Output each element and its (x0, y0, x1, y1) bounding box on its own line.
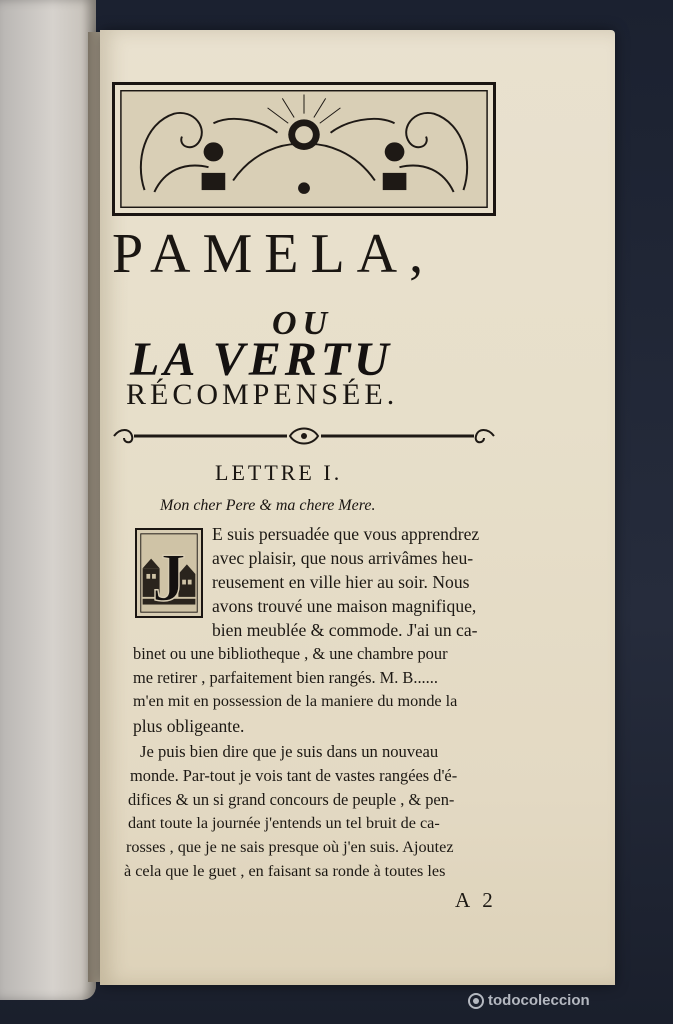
watermark-logo-icon (468, 993, 484, 1009)
text-line: à cela que le guet , en faisant sa ronde à toutes les (124, 862, 446, 880)
book-title: PAMELA, (112, 223, 436, 285)
text-line: avons trouvé une maison magnifique, (212, 596, 477, 616)
text-line: rosses , que je ne sais presque où j'en suis. Ajoutez (126, 838, 454, 856)
signature-mark: A 2 (455, 888, 497, 912)
text-line: binet ou une bibliotheque , & une chambre pour (133, 644, 448, 663)
text-line: dant toute la journée j'entends un tel bruit de ca- (128, 814, 440, 832)
text-line: Je puis bien dire que je suis dans un nouveau (140, 742, 439, 761)
text-line: m'en mit en possession de la maniere du monde la (133, 692, 458, 710)
text-line: E suis persuadée que vous apprendrez (212, 524, 480, 544)
text-line: me retirer , parfaitement bien rangés. M. B...... (133, 668, 438, 687)
ornamental-rule (112, 426, 496, 446)
text-line: plus obligeante. (133, 716, 245, 736)
text-line: reusement en ville hier au soir. Nous (212, 572, 470, 592)
subtitle-line-2: RÉCOMPENSÉE. (126, 378, 399, 411)
title-conjunction: OU (272, 305, 334, 342)
text-line: bien meublée & commode. J'ai un ca- (212, 620, 478, 640)
subtitle-line-1: LA VERTU (130, 333, 393, 386)
letter-heading: LETTRE I. (215, 460, 343, 485)
text-line: difices & un si grand concours de peuple , & pen- (128, 790, 455, 809)
drop-cap-initial (135, 528, 203, 618)
text-line: avec plaisir, que nous arrivâmes heu- (212, 548, 474, 568)
left-page-edge (0, 0, 96, 1000)
salutation: Mon cher Pere & ma chere Mere. (160, 497, 376, 514)
ornamental-headpiece (112, 82, 496, 216)
drop-cap-letter: J (152, 539, 186, 616)
watermark-text: todocoleccion (488, 992, 590, 1009)
watermark (468, 992, 590, 1009)
text-line: monde. Par-tout je vois tant de vastes rangées d'é- (130, 766, 458, 785)
